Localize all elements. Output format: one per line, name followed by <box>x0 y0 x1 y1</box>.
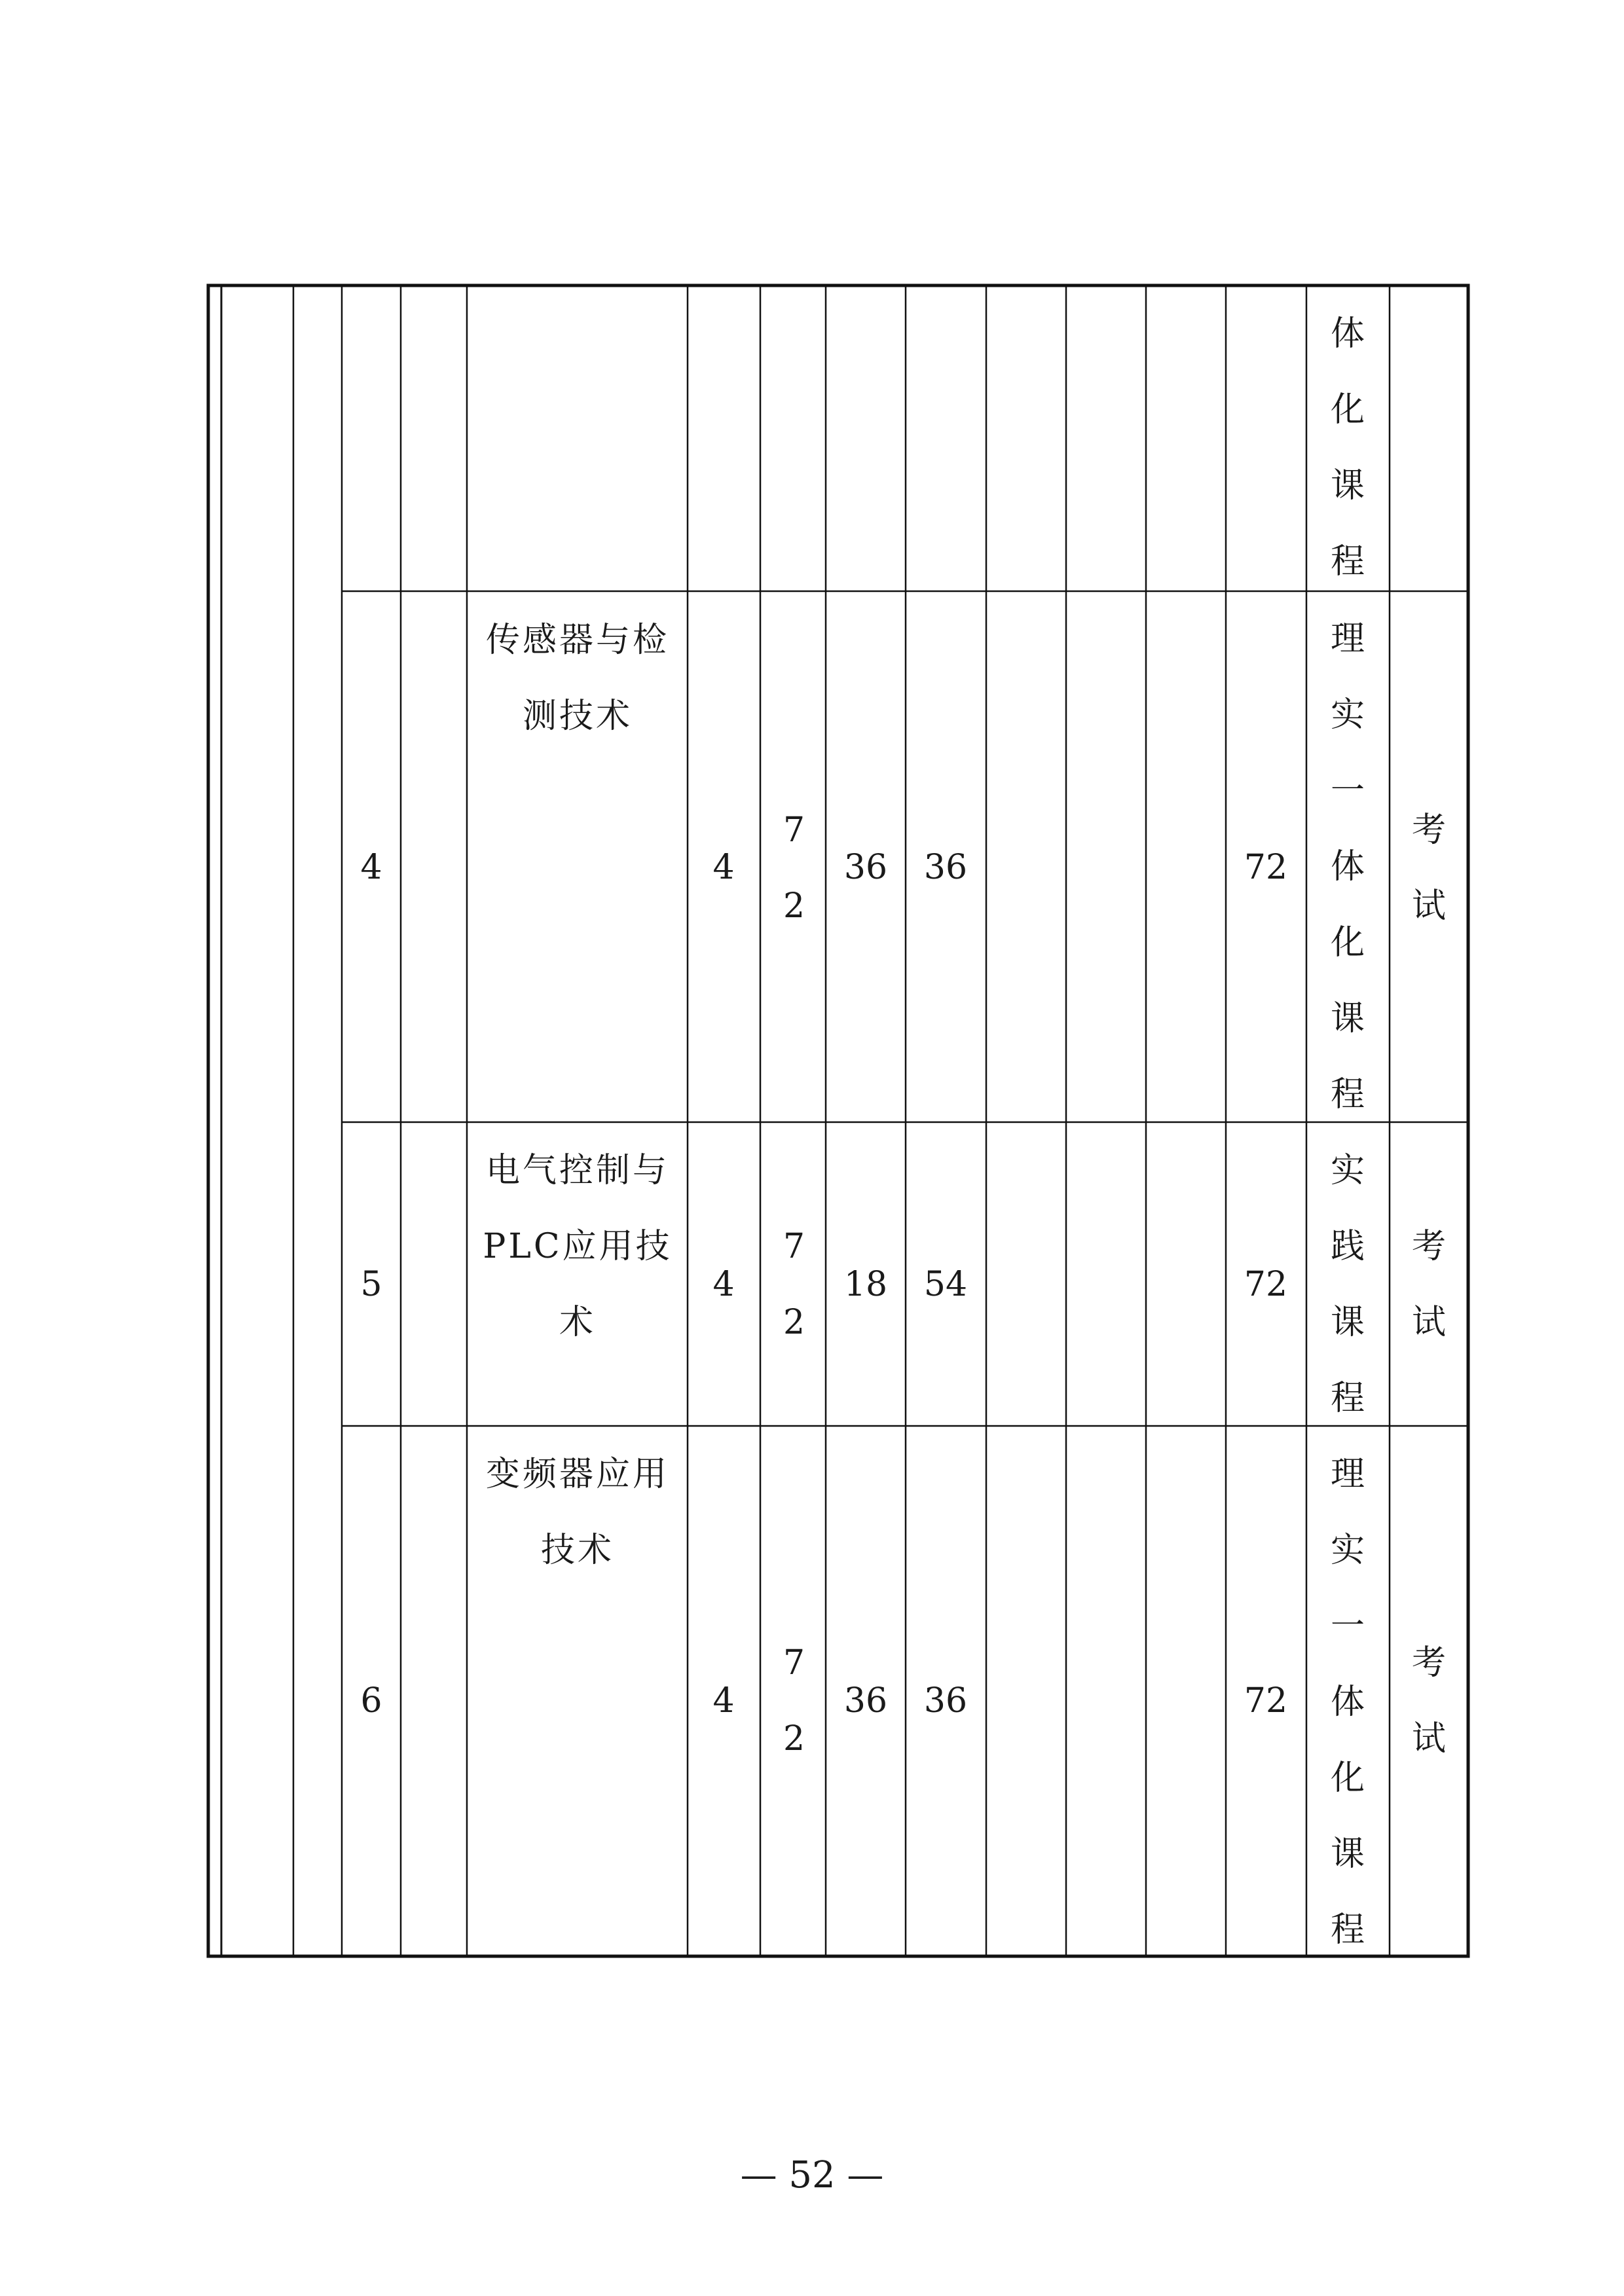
practice-hours: 36 <box>923 1681 968 1721</box>
row-index: 6 <box>360 1681 382 1721</box>
total-hours: 72 <box>783 811 805 926</box>
total-hours: 72 <box>783 1227 805 1342</box>
assessment: 考试 <box>1411 1643 1446 1758</box>
course-type: 理实一体化课程 <box>1330 1455 1365 1950</box>
course-name: 变频器应用技术 <box>485 1455 669 1570</box>
practice-hours: 54 <box>923 1265 968 1304</box>
theory-hours: 36 <box>843 1681 888 1721</box>
theory-hours: 18 <box>843 1265 888 1304</box>
row-index: 5 <box>360 1265 382 1304</box>
practice-hours: 36 <box>923 848 968 887</box>
theory-hours: 36 <box>843 848 888 887</box>
course-type: 实践课程 <box>1330 1151 1365 1418</box>
assessment: 考试 <box>1411 1227 1446 1342</box>
course-name: 传感器与检测技术 <box>485 621 669 736</box>
credits: 4 <box>712 1265 735 1304</box>
semester-hours: 72 <box>1244 848 1288 887</box>
row-index: 4 <box>360 848 382 887</box>
page-number: — 52 — <box>740 2154 884 2196</box>
continuation-course-type: 体化课程 <box>1330 314 1365 581</box>
course-type: 理实一体化课程 <box>1330 619 1365 1114</box>
semester-hours: 72 <box>1244 1681 1288 1721</box>
credits: 4 <box>712 1681 735 1721</box>
course-name: 电气控制与PLC应用技术 <box>483 1151 673 1342</box>
total-hours: 72 <box>783 1643 805 1758</box>
semester-hours: 72 <box>1244 1265 1288 1304</box>
credits: 4 <box>712 848 735 887</box>
assessment: 考试 <box>1411 811 1446 926</box>
